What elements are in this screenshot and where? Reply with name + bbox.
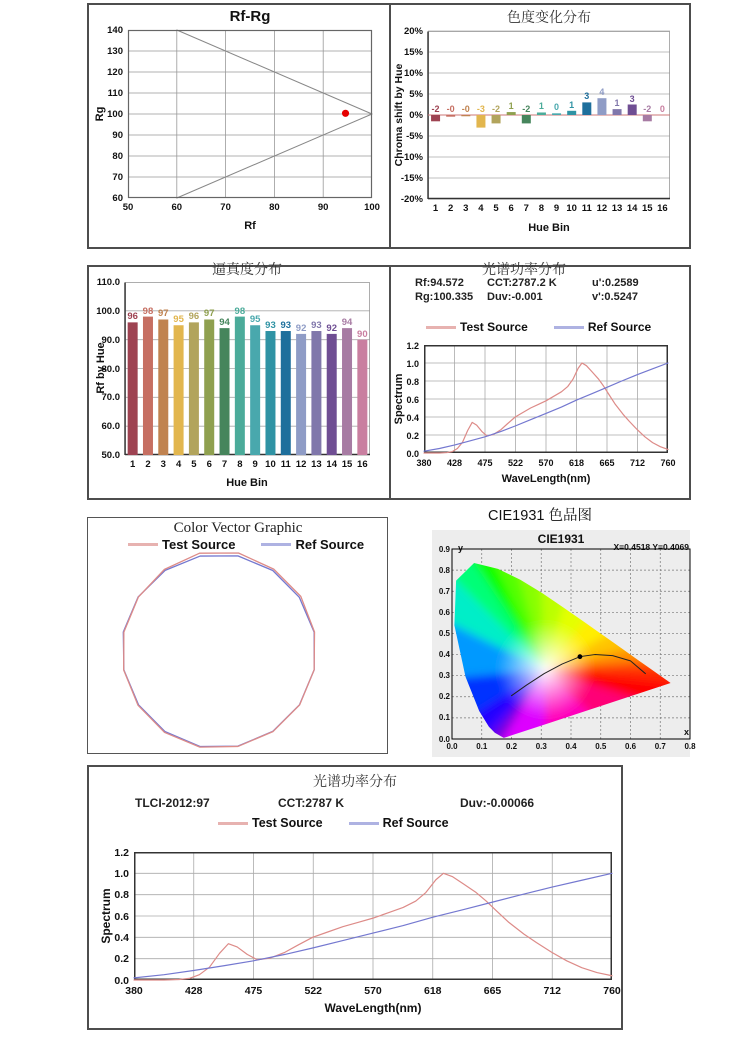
fidelity-x-tick: 7 (221, 459, 228, 470)
fidelity-bar-value-label: 92 (326, 322, 338, 334)
rf-rg-y-tick: 100 (107, 109, 123, 120)
spd-large-plot-y-tick: 1.0 (114, 868, 129, 881)
chroma-y-tick: 15% (403, 47, 423, 58)
fidelity-bar-value-label: 98 (142, 305, 154, 317)
fidelity-x-tick: 12 (295, 459, 307, 470)
spd-small-title: 光谱功率分布 (482, 261, 566, 277)
cie-y-axis-letter: y (458, 543, 464, 553)
chroma-y-tick: 5% (409, 89, 423, 100)
chroma-y-tick: 10% (403, 68, 423, 79)
chroma-bar-value-label: 4 (599, 87, 605, 98)
spd-small-plot-y-tick: 1.0 (406, 358, 419, 369)
spd-small-plot-x-tick: 665 (599, 458, 615, 468)
cie-x-tick: 0.8 (684, 742, 696, 751)
chroma-bar (476, 115, 485, 128)
chroma-x-tick: 14 (626, 203, 638, 214)
spd-large-plot-x-tick: 475 (244, 985, 263, 997)
cie-x-tick: 0.5 (595, 742, 607, 751)
spd-small-stat-u: u':0.2589 (592, 277, 639, 289)
cie-x-tick: 0.3 (535, 742, 547, 751)
fidelity-x-tick: 13 (311, 459, 322, 470)
fidelity-x-tick: 3 (160, 459, 166, 470)
chroma-y-tick: -10% (400, 152, 423, 163)
fidelity-x-tick: 11 (280, 459, 291, 470)
spd-small-plot-x-tick: 760 (660, 458, 676, 468)
cie-y-tick: 0.0 (438, 734, 450, 744)
rf-rg-y-tick: 70 (112, 172, 123, 183)
fidelity-bar (128, 322, 138, 455)
chroma-x-tick: 5 (493, 203, 499, 214)
fidelity-x-tick: 5 (191, 459, 197, 470)
cie-x-tick: 0.7 (654, 742, 666, 751)
fidelity-bar (296, 334, 306, 455)
spd-small-stat-cct: CCT:2787.2 K (487, 277, 557, 289)
fidelity-bar-value-label: 95 (173, 314, 184, 326)
spd-small-plot-x-tick: 522 (507, 458, 524, 468)
rf-rg-y-tick: 120 (107, 67, 123, 78)
horseshoe-clip-group (427, 531, 708, 759)
rf-rg-y-tick: 130 (107, 46, 123, 57)
spd-large-plot (134, 852, 612, 980)
chroma-bar (537, 112, 546, 115)
chroma-bar-value-label: -3 (476, 104, 485, 114)
cie-y-tick: 0.6 (438, 607, 450, 617)
spd-small-x-axis-label: WaveLength(nm) (501, 473, 591, 485)
ref-source-label: Ref Source (382, 816, 449, 830)
fidelity-bar-value-label: 94 (341, 317, 353, 329)
rf-rg-x-tick: 80 (269, 202, 280, 213)
chroma-bar (613, 109, 622, 115)
fidelity-bar-value-label: 97 (157, 308, 169, 320)
rf-rg-x-tick: 90 (317, 202, 329, 213)
spd-large-legend (218, 816, 449, 830)
spd-large-plot-y-tick: 0.8 (114, 889, 129, 902)
fidelity-bar (158, 319, 168, 455)
chroma-bar (552, 113, 561, 115)
chroma-x-tick: 4 (478, 203, 484, 214)
fidelity-x-tick: 2 (145, 459, 151, 470)
ref-source-label: Ref Source (295, 537, 365, 552)
rf-rg-x-tick: 100 (364, 202, 380, 213)
cie-y-tick: 0.5 (438, 628, 450, 638)
cie-y-tick: 0.7 (438, 586, 450, 596)
chroma-bar-value-label: 1 (569, 99, 575, 110)
spd-large-plot-x-tick: 570 (364, 985, 382, 997)
fidelity-bar (235, 317, 245, 455)
chroma-x-tick: 1 (432, 203, 439, 214)
fidelity-y-tick: 110.0 (96, 277, 120, 288)
rf-rg-y-tick: 140 (107, 25, 123, 36)
cie-y-tick: 0.2 (438, 692, 450, 702)
spd-small-plot-y-tick: 0.2 (406, 430, 419, 441)
chroma-bar (567, 111, 576, 115)
fidelity-x-tick: 1 (130, 459, 136, 470)
cie-x-tick: 0.1 (476, 742, 488, 751)
rf-rg-y-tick: 90 (112, 130, 123, 141)
test-source-label: Test Source (252, 816, 323, 830)
fidelity-x-axis-label: Hue Bin (226, 477, 268, 489)
fidelity-y-tick: 90.0 (101, 334, 120, 346)
chroma-bar (431, 115, 440, 121)
spd-large-plot-y-tick: 0.4 (114, 932, 129, 945)
chroma-shift-plot (428, 31, 670, 199)
chroma-x-tick: 3 (463, 203, 469, 214)
spd-small-stat-rg: Rg:100.335 (415, 291, 474, 303)
chroma-bar-value-label: -2 (431, 104, 440, 114)
chroma-bar-value-label: 0 (554, 102, 560, 113)
fidelity-x-tick: 10 (265, 459, 276, 470)
spd-small-plot-y-tick: 0.4 (406, 412, 419, 423)
panel-row1-divider (389, 3, 391, 249)
test-source-swatch (426, 326, 456, 329)
rf-rg-x-tick: 70 (220, 202, 231, 213)
fidelity-bar (281, 331, 291, 455)
fidelity-bar-value-label: 93 (265, 320, 276, 332)
fidelity-bar (204, 319, 214, 455)
fidelity-bar (250, 325, 260, 455)
cie-plot (432, 530, 690, 757)
fidelity-bar-value-label: 95 (249, 314, 261, 326)
fidelity-bar (143, 317, 153, 455)
rf-rg-x-axis-label: Rf (244, 220, 256, 232)
chroma-bar (446, 115, 455, 117)
fidelity-bar-value-label: 96 (188, 311, 200, 323)
chroma-bar (522, 115, 531, 123)
spd-large-plot-x-tick: 428 (184, 985, 203, 997)
spd-large-plot-y-tick: 1.2 (114, 846, 129, 859)
chroma-bar-value-label: -0 (446, 104, 455, 114)
fidelity-title: 逼真度分布 (212, 261, 282, 277)
spd-large-plot-x-tick: 380 (125, 985, 143, 997)
cie-x-tick: 0.6 (624, 742, 637, 751)
spd-large-x-axis-label: WaveLength(nm) (324, 1001, 422, 1015)
chroma-shift-x-axis-label: Hue Bin (528, 222, 570, 234)
ref-source-label: Ref Source (587, 320, 652, 334)
test-source-swatch (218, 822, 248, 825)
cie-y-tick: 0.3 (438, 671, 450, 681)
ref-source-polygon (123, 556, 314, 747)
spd-large-plot-x-tick: 618 (423, 985, 442, 997)
fidelity-bar-value-label: 97 (203, 308, 215, 320)
spd-small-plot-x-tick: 570 (538, 458, 554, 468)
chroma-x-tick: 16 (657, 203, 668, 214)
chromaticity-point (578, 654, 583, 659)
spd-large-plot-x-tick: 760 (603, 985, 621, 997)
test-source-point (342, 110, 349, 117)
chroma-x-tick: 12 (596, 203, 608, 214)
fidelity-y-tick: 100.0 (96, 305, 120, 317)
fidelity-x-tick: 9 (252, 459, 258, 470)
fidelity-x-tick: 15 (341, 459, 353, 470)
cie-y-tick: 0.8 (438, 565, 450, 575)
spd-small-plot-x-tick: 712 (629, 458, 646, 468)
fidelity-bar (265, 331, 275, 455)
spd-small-plot-y-tick: 1.2 (406, 340, 419, 351)
spd-large-title: 光谱功率分布 (313, 773, 397, 789)
chroma-x-tick: 9 (553, 203, 560, 214)
cie-inner-title: CIE1931 (537, 532, 585, 546)
spd-large-stat-duv: Duv:-0.00066 (460, 796, 535, 810)
ref-source-swatch (554, 326, 584, 329)
spd-large-plot-y-tick: 0.0 (114, 974, 129, 987)
chroma-bar (628, 105, 637, 116)
fidelity-bar (189, 322, 199, 455)
chroma-bar-value-label: 3 (629, 93, 635, 104)
chroma-x-tick: 10 (566, 203, 577, 214)
chroma-y-tick: 20% (403, 26, 423, 37)
spd-small-plot-y-tick: 0.0 (406, 448, 419, 459)
chroma-bar-value-label: -2 (522, 104, 531, 114)
chroma-bar (597, 98, 606, 115)
rf-rg-x-tick: 50 (122, 202, 134, 213)
fidelity-y-axis-label: Rf by Hue (95, 342, 107, 394)
spd-small-plot-x-tick: 618 (568, 458, 585, 468)
fidelity-bar-value-label: 92 (295, 322, 307, 334)
chroma-y-tick: -5% (406, 131, 423, 142)
chroma-y-tick: 0% (409, 110, 423, 121)
color-vector-title: Color Vector Graphic (173, 520, 303, 536)
chroma-y-tick: -20% (400, 194, 423, 205)
chroma-x-tick: 6 (508, 203, 514, 214)
spd-large-plot-y-tick: 0.6 (114, 910, 129, 923)
ref-source-swatch (349, 822, 379, 825)
cie-x-tick: 0.0 (446, 742, 458, 751)
cie-y-tick: 0.4 (438, 650, 450, 660)
fidelity-y-tick: 80.0 (101, 363, 120, 375)
fidelity-bar-value-label: 93 (311, 320, 322, 332)
fidelity-x-tick: 14 (326, 459, 338, 470)
chroma-y-tick: -15% (400, 173, 423, 184)
spd-small-plot-x-tick: 380 (416, 458, 432, 468)
chroma-bar-value-label: 1 (508, 101, 514, 112)
spd-large-stat-cct: CCT:2787 K (278, 796, 345, 810)
rf-rg-y-tick: 80 (112, 151, 123, 162)
fidelity-bar-value-label: 96 (127, 311, 138, 323)
color-vector-plot (88, 518, 387, 753)
chroma-x-tick: 11 (581, 203, 592, 214)
chroma-x-tick: 15 (642, 203, 653, 214)
rf-rg-y-axis-label: Rg (94, 106, 106, 122)
chroma-bar-value-label: -2 (643, 104, 652, 114)
chroma-bar (582, 102, 591, 115)
chroma-x-tick: 7 (523, 203, 529, 214)
cie-y-tick: 0.9 (438, 544, 450, 554)
spd-small-plot-y-tick: 0.6 (406, 394, 419, 405)
fidelity-bar (311, 331, 321, 455)
chroma-x-tick: 8 (538, 203, 545, 214)
spd-large-plot-x-tick: 665 (483, 985, 502, 997)
fidelity-bar-value-label: 94 (219, 317, 230, 329)
spd-large-stat-tlci: TLCI-2012:97 (135, 796, 210, 810)
spd-large-plot-x-tick: 712 (543, 985, 562, 997)
fidelity-bar (357, 340, 367, 455)
chroma-bar-value-label: 0 (659, 104, 665, 114)
fidelity-x-tick: 16 (357, 459, 368, 470)
horseshoe-fan (427, 531, 708, 759)
spd-small-plot-x-tick: 428 (446, 458, 463, 468)
fidelity-bar (174, 325, 184, 455)
fidelity-bar-value-label: 93 (280, 320, 292, 332)
fidelity-x-tick: 6 (206, 459, 212, 470)
cie-outer-title: CIE1931 色品图 (488, 508, 592, 524)
rf-rg-x-tick: 60 (171, 202, 183, 213)
spd-small-y-axis-label: Spectrum (393, 373, 405, 425)
fidelity-y-tick: 70.0 (101, 392, 120, 404)
test-source-label: Test Source (460, 320, 528, 334)
chroma-bar-value-label: -2 (492, 104, 501, 114)
spd-small-plot-x-tick: 475 (477, 458, 493, 468)
chroma-x-tick: 13 (611, 203, 623, 214)
rf-rg-title: Rf-Rg (229, 8, 271, 25)
chroma-bar-value-label: 1 (614, 98, 620, 109)
spd-large-y-axis-label: Spectrum (99, 888, 113, 944)
rf-rg-plot (128, 30, 372, 198)
spd-small-plot (424, 345, 668, 453)
rf-rg-y-tick: 110 (107, 88, 123, 99)
cie-x-tick: 0.2 (505, 742, 518, 751)
fidelity-y-tick: 60.0 (101, 421, 120, 433)
cie-x-axis-letter: x (684, 727, 690, 737)
chroma-x-tick: 2 (448, 203, 454, 214)
fidelity-bar (327, 334, 337, 455)
cie-xy-annotation: X=0.4518 Y=0.4069 (613, 542, 689, 552)
chroma-shift-title: 色度变化分布 (507, 9, 591, 25)
test-source-label: Test Source (162, 537, 236, 552)
chroma-bar-value-label: 1 (538, 101, 544, 112)
chroma-bar-value-label: -0 (461, 104, 470, 114)
fidelity-bar (220, 328, 230, 455)
spd-small-stat-v: v':0.5247 (592, 291, 639, 303)
chroma-bar (507, 112, 516, 115)
fidelity-bar-value-label: 90 (357, 328, 368, 340)
cie-y-tick: 0.1 (438, 713, 450, 723)
chroma-bar (643, 115, 652, 121)
cie-x-tick: 0.4 (565, 742, 577, 751)
rf-rg-y-tick: 60 (112, 193, 123, 204)
fidelity-y-tick: 50.0 (101, 450, 120, 461)
spd-large-plot-y-tick: 0.2 (114, 953, 129, 966)
chroma-bar (461, 115, 470, 116)
spd-large-plot-x-tick: 522 (304, 985, 323, 997)
fidelity-x-tick: 8 (237, 459, 243, 470)
spd-small-legend (426, 320, 651, 334)
chroma-shift-y-axis-label: Chroma shift by Hue (393, 63, 405, 167)
spd-small-plot-y-tick: 0.8 (406, 376, 419, 387)
fidelity-x-tick: 4 (175, 459, 182, 470)
fidelity-bar (342, 328, 352, 455)
chroma-bar-value-label: 3 (584, 91, 590, 102)
spd-small-stat-rf: Rf:94.572 (415, 277, 464, 289)
spd-small-stat-duv: Duv:-0.001 (487, 291, 543, 303)
fidelity-bar-value-label: 98 (234, 305, 246, 317)
panel-row2-divider (389, 265, 391, 500)
chroma-bar (492, 115, 501, 123)
